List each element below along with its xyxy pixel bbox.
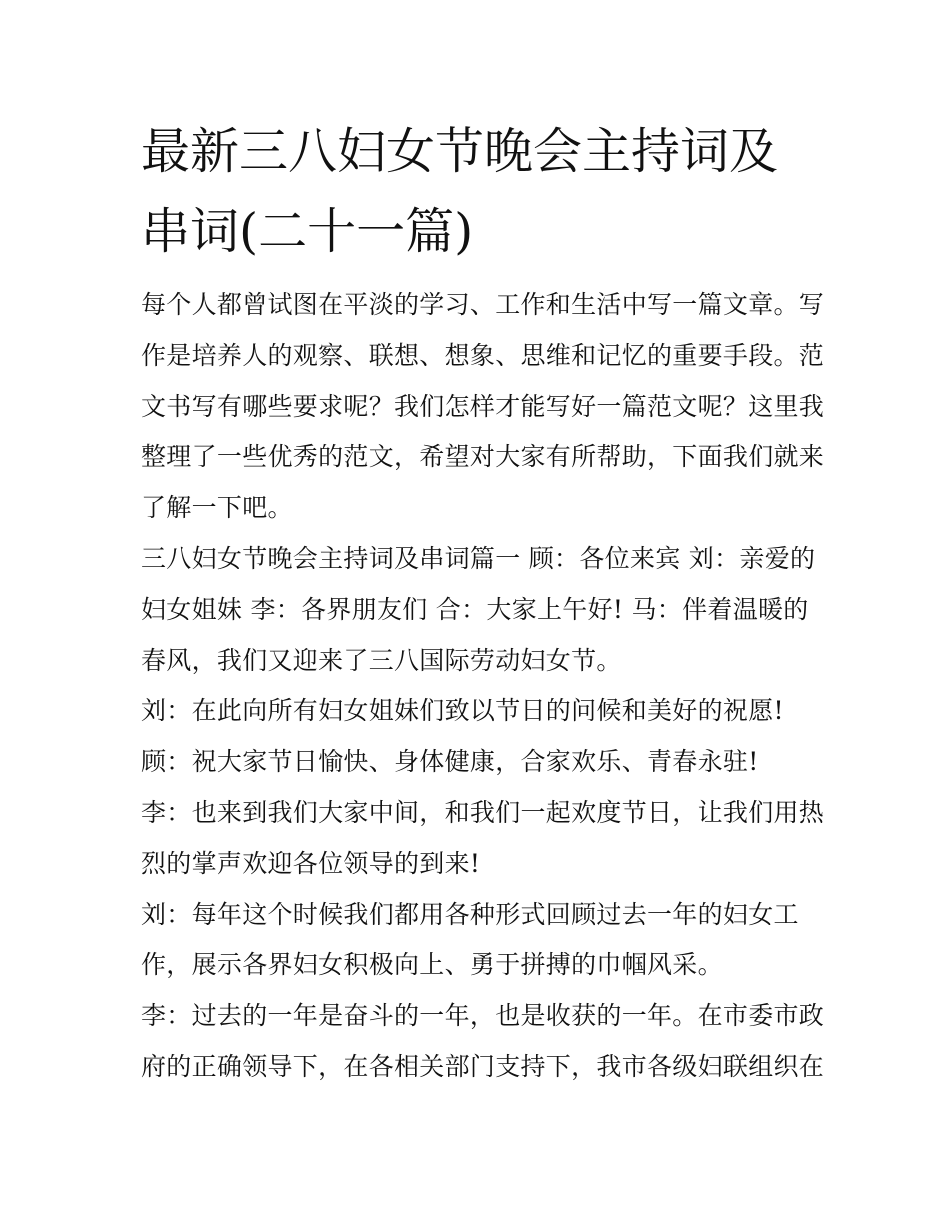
document-body bbox=[141, 280, 841, 1093]
text-line: 刘：在此向所有妇女姐妹们致以节日的问候和美好的祝愿! bbox=[141, 696, 784, 726]
text-line: 了解一下吧。 bbox=[141, 493, 293, 523]
text-line: 烈的掌声欢迎各位领导的到来! bbox=[141, 848, 481, 878]
title-line: 最新三八妇女节晚会主持词及 bbox=[141, 123, 779, 180]
text-line: 作是培养人的观察、联想、想象、思维和记忆的重要手段。范 bbox=[141, 340, 825, 370]
paragraph bbox=[141, 991, 841, 1093]
paragraph bbox=[141, 280, 841, 534]
paragraph bbox=[141, 890, 841, 992]
text-line: 作，展示各界妇女积极向上、勇于拼搏的巾帼风采。 bbox=[141, 950, 723, 980]
text-line: 李：过去的一年是奋斗的一年，也是收获的一年。在市委市政 bbox=[141, 1001, 825, 1031]
paragraph bbox=[141, 534, 841, 686]
paragraph bbox=[141, 737, 841, 788]
text-line: 春风，我们又迎来了三八国际劳动妇女节。 bbox=[141, 645, 622, 675]
text-line: 文书写有哪些要求呢？我们怎样才能写好一篇范文呢？这里我 bbox=[141, 391, 825, 421]
paragraph bbox=[141, 686, 841, 737]
text-line: 妇女姐妹 李：各界朋友们 合：大家上午好! 马：伴着温暖的 bbox=[141, 594, 809, 624]
text-line: 李：也来到我们大家中间，和我们一起欢度节日，让我们用热 bbox=[141, 797, 825, 827]
text-line: 三八妇女节晚会主持词及串词篇一 顾：各位来宾 刘：亲爱的 bbox=[141, 543, 816, 573]
text-line: 府的正确领导下，在各相关部门支持下，我市各级妇联组织在 bbox=[141, 1051, 825, 1081]
text-line: 顾：祝大家节日愉快、身体健康，合家欢乐、青春永驻! bbox=[141, 747, 759, 777]
paragraph bbox=[141, 788, 841, 890]
document-title bbox=[141, 112, 841, 272]
title-line: 串词(二十一篇) bbox=[141, 203, 474, 260]
text-line: 整理了一些优秀的范文，希望对大家有所帮助，下面我们就来 bbox=[141, 442, 825, 472]
text-line: 刘：每年这个时候我们都用各种形式回顾过去一年的妇女工 bbox=[141, 899, 799, 929]
text-line: 每个人都曾试图在平淡的学习、工作和生活中写一篇文章。写 bbox=[141, 290, 825, 319]
